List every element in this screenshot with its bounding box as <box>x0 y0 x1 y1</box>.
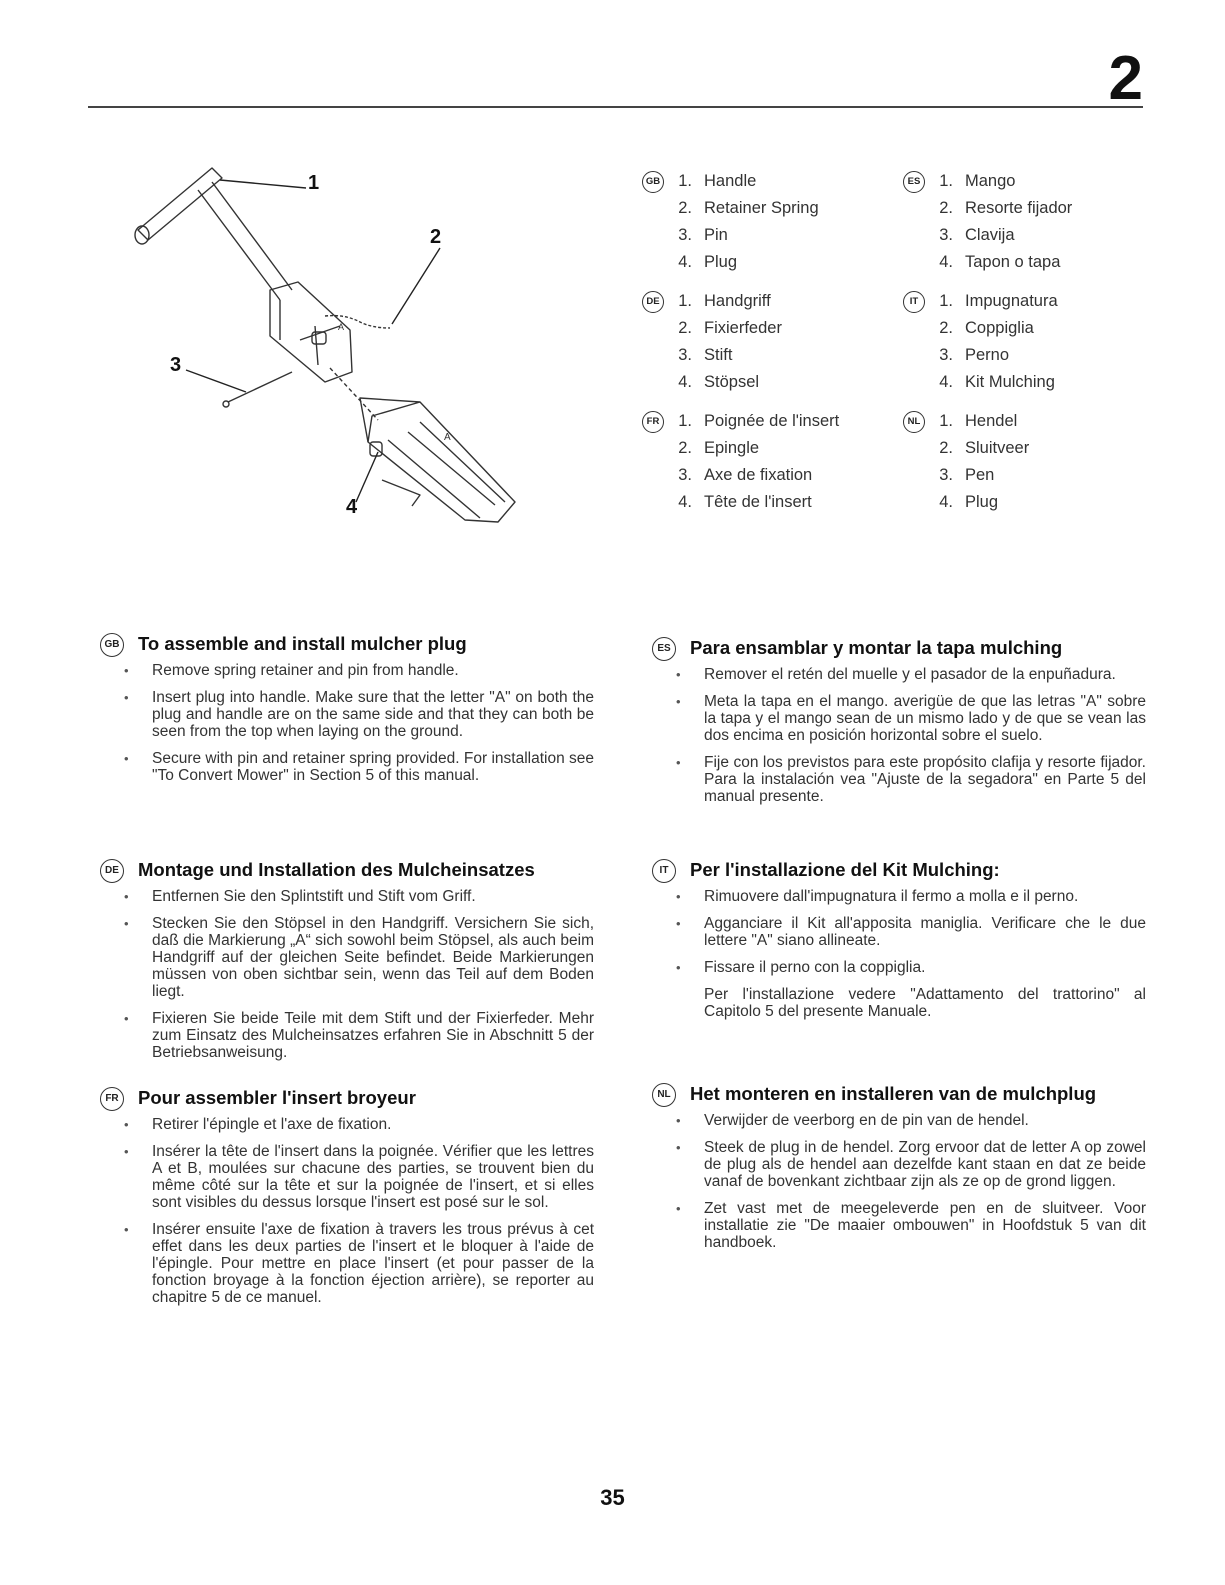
legend-item <box>672 462 839 489</box>
item-number: 3. <box>678 346 692 364</box>
legend-item <box>672 342 839 369</box>
item-label: Resorte fijador <box>965 199 1073 217</box>
mulcher-plug-illustration <box>120 150 540 550</box>
callout-2: 2 <box>430 226 442 248</box>
item-number: 4. <box>939 373 953 391</box>
instruction-step: • Secure with pin and retainer spring provided. For installation see "To Convert Mower" in Section 5 of this manual. <box>138 750 594 784</box>
legend-item <box>933 342 1072 369</box>
item-number: 1. <box>678 412 692 430</box>
language-de-icon: DE <box>100 859 124 883</box>
section-title: Per l'installazione del Kit Mulching: <box>690 859 1000 880</box>
handle-grip <box>138 168 222 240</box>
item-label: Coppiglia <box>965 319 1034 337</box>
callout-4: 4 <box>346 496 358 518</box>
item-label: Perno <box>965 346 1010 364</box>
legend-item <box>672 249 839 276</box>
item-label: Handgriff <box>704 292 771 310</box>
item-label: Pin <box>704 226 728 244</box>
callout-1: 1 <box>308 172 320 194</box>
header-rule <box>88 106 1143 108</box>
item-number: 3. <box>939 346 953 364</box>
retainer-spring <box>325 316 390 328</box>
item-number: 1. <box>939 412 953 430</box>
instruction-step: • Insérer la tête de l'insert dans la poignée. Vérifier que les lettres A et B, moulées sur chacune des parties, se trouvent bien du même côté sur la tête et sur la poignée de l'insert, et si elles sont visibles du dessus lorsque l'insert est posé sur le sol. <box>138 1143 594 1211</box>
item-number: 2. <box>678 319 692 337</box>
item-label: Plug <box>965 493 999 511</box>
legend-item <box>672 369 839 396</box>
legend-item <box>933 489 1072 516</box>
instruction-step: • Entfernen Sie den Splintstift und Stift vom Griff. <box>138 888 594 905</box>
instruction-step: • Insérer ensuite l'axe de fixation à travers les trous prévus à cet effet dans les deux parties de l'insert et le bloquer à l'aide de l'épingle. Pour mettre en place l'insert (et pour passer de la fonction broyage à la fonction éjection arrière), se reporter au chapitre 5 de ce manuel. <box>138 1221 594 1306</box>
section-de-instructions <box>105 858 594 1071</box>
legend-nl <box>907 408 1072 516</box>
instruction-step: • Retirer l'épingle et l'axe de fixation. <box>138 1116 594 1133</box>
item-label: Epingle <box>704 439 760 457</box>
item-label: Sluitveer <box>965 439 1030 457</box>
legend-item <box>933 195 1072 222</box>
instruction-step: • Stecken Sie den Stöpsel in den Handgriff. Versichern Sie sich, daß die Markierung „A“ sich sowohl beim Stöpsel, als auch beim Handgriff auf der gleichen Seite befindet. Beide Markierungen müssen von oben sichtbar sein, wenn das Teil auf dem Boden liegt. <box>138 915 594 1000</box>
legend-gb <box>645 168 839 276</box>
instruction-step: • Fixieren Sie beide Teile mit dem Stift und der Fixierfeder. Mehr zum Einsatz des Mulcheinsatzes erfahren Sie in Abschnitt 5 der Betriebsanweisung. <box>138 1010 594 1061</box>
item-number: 1. <box>939 292 953 310</box>
callout-leader-3 <box>186 370 246 392</box>
legend-item <box>672 222 839 249</box>
legend-item <box>933 408 1072 435</box>
section-fr-instructions <box>105 1086 594 1316</box>
section-nl-instructions <box>657 1082 1146 1261</box>
item-number: 1. <box>678 292 692 310</box>
plug-body <box>360 398 515 522</box>
chapter-number: 2 <box>1108 44 1143 113</box>
page-number: 35 <box>600 1485 625 1510</box>
section-title: Pour assembler l'insert broyeur <box>138 1087 416 1108</box>
instruction-step: • Insert plug into handle. Make sure that the letter "A" on both the plug and handle are on the same side and that they can both be seen from the top when laying on the ground. <box>138 689 594 740</box>
item-label: Hendel <box>965 412 1018 430</box>
item-label: Retainer Spring <box>704 199 819 217</box>
section-title: Montage und Installation des Mulcheinsatzes <box>138 859 535 880</box>
item-number: 1. <box>939 172 953 190</box>
instruction-step: • Agganciare il Kit all'apposita maniglia. Verificare che le due lettere "A" siano allineate. <box>690 915 1146 949</box>
section-title: To assemble and install mulcher plug <box>138 633 467 654</box>
item-label: Mango <box>965 172 1016 190</box>
legend-item <box>672 408 839 435</box>
parts-legend-right <box>907 168 1073 528</box>
instruction-note: Per l'installazione vedere "Adattamento del trattorino" al Capitolo 5 del presente Manuale. <box>704 986 1146 1020</box>
item-label: Impugnatura <box>965 292 1058 310</box>
item-number: 1. <box>678 172 692 190</box>
section-title: Para ensamblar y montar la tapa mulching <box>690 637 1063 658</box>
instruction-step: • Steek de plug in de hendel. Zorg ervoor dat de letter A op zowel de plug als de hendel aan dezelfde kant staan en dat ze beide vanaf de bovenkant zichtbaar zijn als ze op de grond liggen. <box>690 1139 1146 1190</box>
plug-letter-a: A <box>444 432 451 443</box>
legend-item <box>672 195 839 222</box>
callout-leader-1 <box>220 180 306 188</box>
callout-leader-2 <box>392 248 440 324</box>
language-gb-icon: GB <box>100 633 124 657</box>
item-number: 3. <box>678 466 692 484</box>
item-number: 2. <box>678 439 692 457</box>
language-fr-icon: FR <box>642 411 664 433</box>
pin <box>228 372 292 402</box>
instruction-step: • Verwijder de veerborg en de pin van de hendel. <box>690 1112 1146 1129</box>
language-es-icon: ES <box>652 637 676 661</box>
item-number: 3. <box>678 226 692 244</box>
item-label: Handle <box>704 172 757 190</box>
item-label: Stift <box>704 346 733 364</box>
language-nl-icon: NL <box>652 1083 676 1107</box>
item-label: Poignée de l'insert <box>704 412 840 430</box>
item-number: 3. <box>939 466 953 484</box>
legend-fr <box>646 408 840 516</box>
language-fr-icon: FR <box>100 1087 124 1111</box>
language-es-icon: ES <box>903 171 925 193</box>
item-label: Kit Mulching <box>965 373 1055 391</box>
item-number: 4. <box>939 253 953 271</box>
item-label: Clavija <box>965 226 1015 244</box>
legend-it <box>909 288 1072 396</box>
section-gb-instructions <box>104 632 594 794</box>
legend-item <box>933 315 1072 342</box>
legend-item <box>933 168 1072 195</box>
language-it-icon: IT <box>652 859 676 883</box>
item-label: Tête de l'insert <box>704 493 812 511</box>
item-label: Tapon o tapa <box>965 253 1061 271</box>
legend-item <box>672 168 839 195</box>
instruction-step: • Rimuovere dall'impugnatura il fermo a molla e il perno. <box>690 888 1146 905</box>
legend-item <box>933 435 1072 462</box>
instruction-step: • Zet vast met de meegeleverde pen en de sluitveer. Voor installatie zie "De maaier ombouwen" in Hoofdstuk 5 van dit handboek. <box>690 1200 1146 1251</box>
legend-item <box>672 489 839 516</box>
legend-es <box>907 168 1073 276</box>
handle-shaft <box>198 182 292 300</box>
legend-item <box>933 369 1072 396</box>
item-number: 4. <box>678 253 692 271</box>
item-number: 4. <box>678 373 692 391</box>
legend-item <box>672 435 839 462</box>
language-nl-icon: NL <box>903 411 925 433</box>
callout-3: 3 <box>170 354 182 376</box>
callout-leader-4 <box>356 452 378 502</box>
item-number: 3. <box>939 226 953 244</box>
instruction-step: • Meta la tapa en el mango. averigüe de que las letras "A" sobre la tapa y el mango sean de un mismo lado y de que se vean las dos encima en posición horizontal sobre el suelo. <box>690 693 1146 744</box>
item-label: Pen <box>965 466 995 484</box>
item-number: 2. <box>939 319 953 337</box>
legend-item <box>933 288 1072 315</box>
item-label: Axe de fixation <box>704 466 813 484</box>
item-label: Plug <box>704 253 738 271</box>
handle-grip-end <box>135 226 149 244</box>
legend-item <box>672 288 839 315</box>
legend-item <box>933 249 1072 276</box>
item-number: 4. <box>678 493 692 511</box>
section-it-instructions <box>659 858 1146 1030</box>
legend-de <box>646 288 839 396</box>
item-number: 2. <box>939 199 953 217</box>
language-gb-icon: GB <box>642 171 664 193</box>
item-label: Stöpsel <box>704 373 760 391</box>
section-title: Het monteren en installeren van de mulchplug <box>690 1083 1097 1104</box>
language-it-icon: IT <box>903 291 925 313</box>
instruction-step: • Fije con los previstos para este propósito clafija y resorte fijador. Para la instalación vea "Ajuste de la segadora" en Parte 5 del manual presente. <box>690 754 1146 805</box>
handle-yoke <box>270 282 352 382</box>
item-number: 4. <box>939 493 953 511</box>
legend-item <box>933 462 1072 489</box>
instruction-step: • Fissare il perno con la coppiglia. <box>690 959 1146 976</box>
item-number: 2. <box>678 199 692 217</box>
legend-item <box>672 315 839 342</box>
exploded-view-drawing <box>120 150 540 550</box>
section-es-instructions <box>657 636 1146 815</box>
parts-legend-left <box>645 168 840 528</box>
language-de-icon: DE <box>642 291 664 313</box>
legend-item <box>933 222 1072 249</box>
instruction-step: • Remover el retén del muelle y el pasador de la enpuñadura. <box>690 666 1146 683</box>
handle-letter-a: A <box>338 322 345 332</box>
instruction-step: • Remove spring retainer and pin from handle. <box>138 662 594 679</box>
item-number: 2. <box>939 439 953 457</box>
item-label: Fixierfeder <box>704 319 782 337</box>
